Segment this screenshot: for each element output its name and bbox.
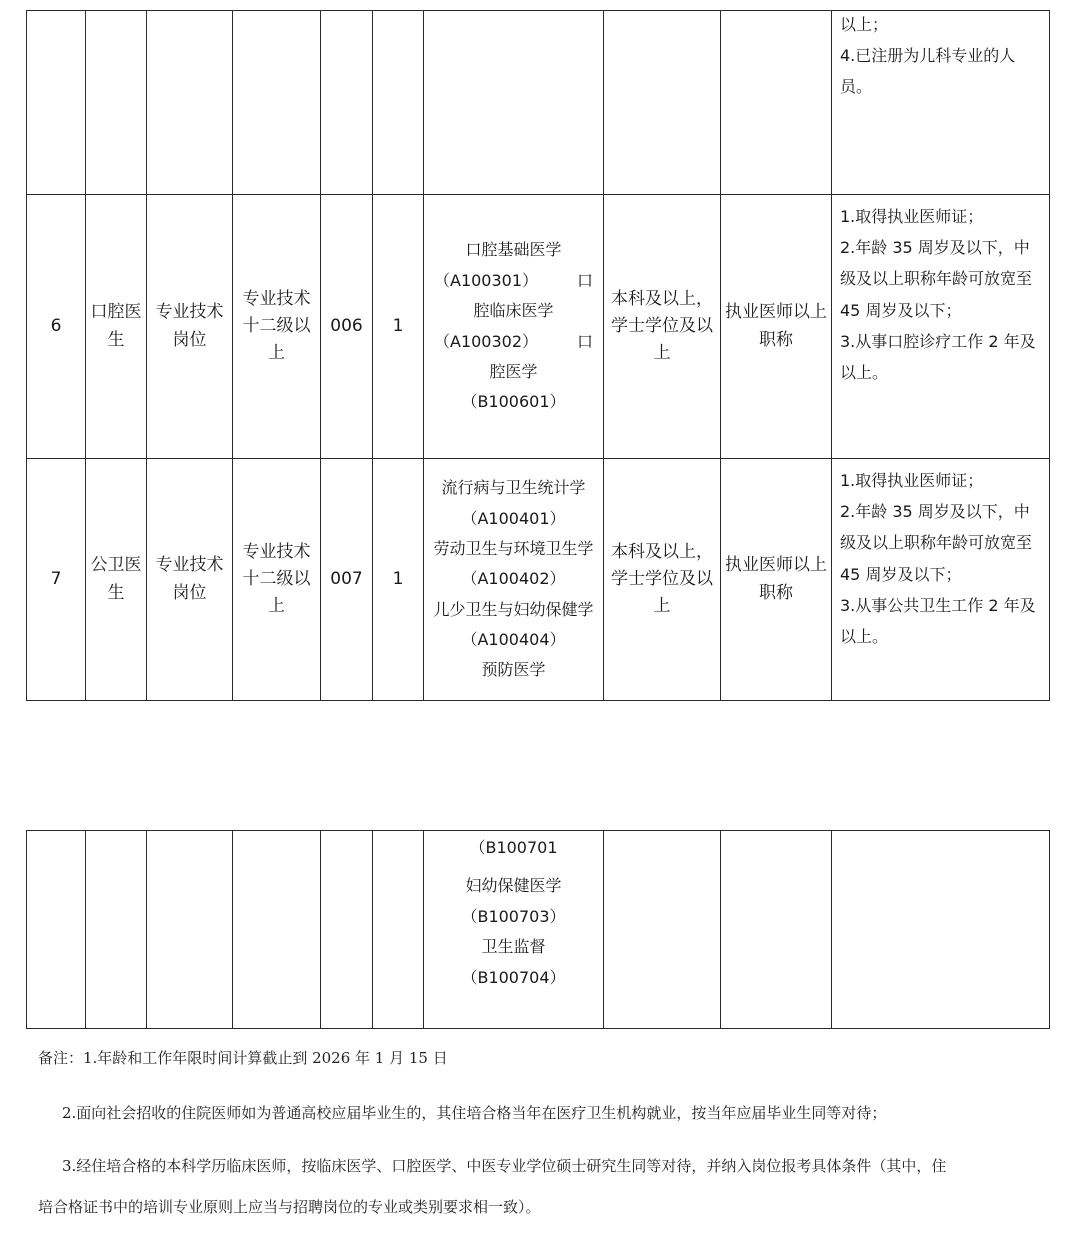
table-cell	[321, 11, 373, 195]
major-line: （B100701	[469, 838, 558, 857]
major-line-group	[428, 266, 599, 296]
position-level: 专业技术十二级以上	[233, 195, 321, 459]
note-2: 2.面向社会招收的住院医师如为普通高校应届毕业生的，其住培合格当年在医疗卫生机构就业，按当年应届毕业生同等对待；	[62, 1104, 887, 1122]
major-cell	[424, 195, 604, 459]
table-cell	[321, 831, 373, 1029]
title-requirement: 执业医师以上职称	[721, 459, 832, 701]
major-line: （A100302）	[434, 331, 539, 351]
table-cell	[373, 831, 424, 1029]
position-code: 006	[321, 195, 373, 459]
major-line: （B100704）	[461, 967, 566, 987]
major-line: （A100301）	[434, 270, 539, 290]
major-line: 腔医学	[489, 361, 538, 381]
major-line: 预防医学	[481, 660, 546, 680]
table-cell	[604, 831, 721, 1029]
major-line: 口	[576, 270, 593, 290]
req-line: 2.年龄 35 周岁及以下，中级及以上职称年龄可放宽至 45 周岁及以下；	[840, 238, 1033, 320]
requirements-cell	[832, 195, 1050, 459]
major-line: 流行病与卫生统计学	[441, 478, 586, 498]
row-number: 6	[27, 195, 86, 459]
position-level: 专业技术十二级以上	[233, 459, 321, 701]
row-number: 7	[27, 459, 86, 701]
table-cell	[86, 831, 147, 1029]
table-cell	[604, 11, 721, 195]
position-code: 007	[321, 459, 373, 701]
major-line: 腔临床医学	[473, 301, 554, 321]
education-requirement: 本科及以上，学士学位及以上	[604, 195, 721, 459]
table-cell	[147, 831, 233, 1029]
req-line: 以上；	[840, 15, 889, 34]
major-cell	[424, 831, 604, 1029]
req-line: 4.已注册为儿科专业的人员。	[840, 46, 1016, 97]
table-cell	[147, 11, 233, 195]
major-line: 口腔基础医学	[465, 240, 562, 260]
major-line: 妇幼保健医学	[465, 876, 562, 896]
note-3-line-1: 3.经住培合格的本科学历临床医师，按临床医学、口腔医学、中医专业学位硕士研究生同等对待，并纳入岗位报考具体条件（其中，住	[62, 1157, 947, 1175]
req-line: 2.年龄 35 周岁及以下，中级及以上职称年龄可放宽至 45 周岁及以下；	[840, 502, 1033, 584]
req-line: 1.取得执业医师证；	[840, 471, 984, 490]
major-line: 口	[576, 331, 593, 351]
table-cell	[27, 831, 86, 1029]
table-row	[27, 459, 1050, 701]
major-line: 卫生监督	[481, 937, 546, 957]
table-row	[27, 195, 1050, 459]
major-line: 劳动卫生与环境卫生学（A100402）	[433, 538, 594, 589]
table-cell	[233, 831, 321, 1029]
hire-count: 1	[373, 195, 424, 459]
table-cell	[721, 831, 832, 1029]
table-cell	[86, 11, 147, 195]
education-requirement: 本科及以上，学士学位及以上	[604, 459, 721, 701]
table-cell	[721, 11, 832, 195]
requirements-cell	[832, 459, 1050, 701]
position-category: 专业技术岗位	[147, 459, 233, 701]
title-requirement: 执业医师以上职称	[721, 195, 832, 459]
note-3-line-2: 培合格证书中的培训专业原则上应当与招聘岗位的专业或类别要求相一致）。	[38, 1198, 541, 1216]
position-category: 专业技术岗位	[147, 195, 233, 459]
major-line: （B100601）	[461, 392, 566, 412]
requirements-cell	[832, 11, 1050, 195]
recruitment-table-top	[26, 10, 1050, 701]
req-line: 3.从事公共卫生工作 2 年及以上。	[840, 595, 1036, 646]
req-line: 3.从事口腔诊疗工作 2 年及以上。	[840, 331, 1036, 382]
major-line: （A100401）	[461, 508, 566, 528]
table-cell	[233, 11, 321, 195]
position-name: 公卫医生	[86, 459, 147, 701]
table-cell	[373, 11, 424, 195]
note-1: 备注：1.年龄和工作年限时间计算截止到 2026 年 1 月 15 日	[38, 1049, 448, 1067]
table-cell	[27, 11, 86, 195]
recruitment-table-continued	[26, 830, 1050, 1029]
major-cell	[424, 459, 604, 701]
major-line: 儿少卫生与妇幼保健学（A100404）	[433, 599, 594, 650]
req-line: 1.取得执业医师证；	[840, 207, 984, 226]
table-cell	[424, 11, 604, 195]
hire-count: 1	[373, 459, 424, 701]
table-cell	[832, 831, 1050, 1029]
major-line-group	[428, 327, 599, 357]
major-line: （B100703）	[461, 906, 566, 926]
table-row	[27, 831, 1050, 1029]
position-name: 口腔医生	[86, 195, 147, 459]
table-row	[27, 11, 1050, 195]
